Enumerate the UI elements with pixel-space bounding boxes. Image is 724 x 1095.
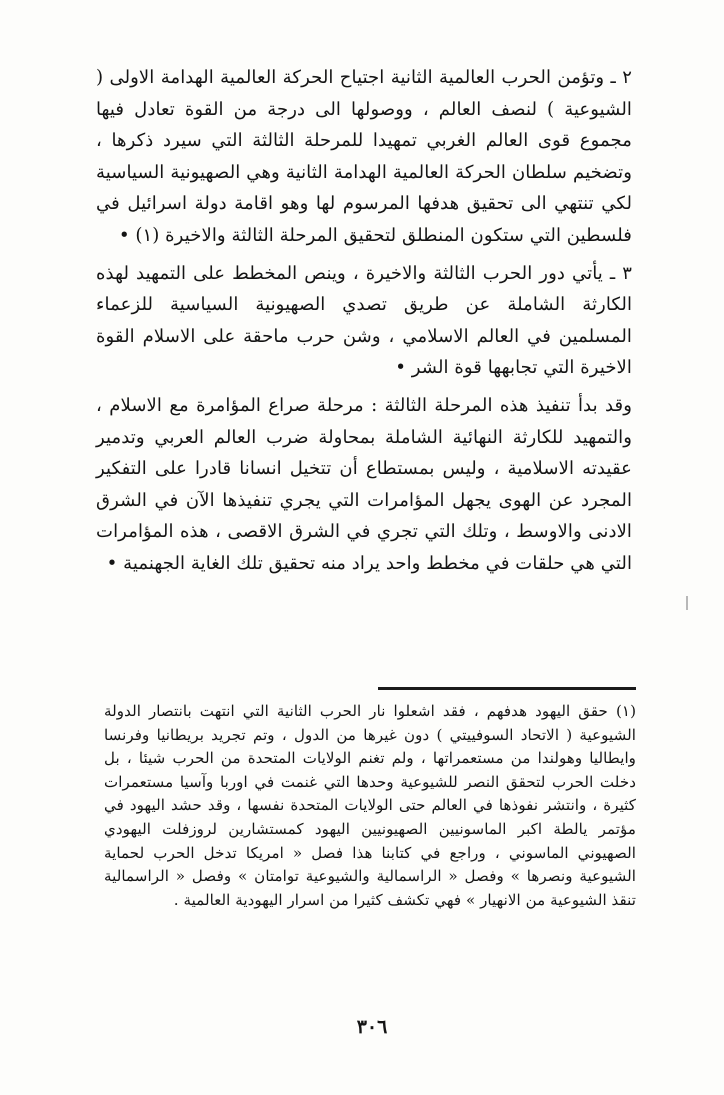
footnote-separator-line [378,687,636,690]
margin-mark [686,596,688,610]
footnote-text: (١) حقق اليهود هدفهم ، فقد اشعلوا نار الحرب الثانية التي انتهت بانتصار الدولة الشيوعية ( الاتحاد السوفييتي ) دون غيرها من الدول ، وتم تجريد بريطانيا وفرنسا وايطاليا وهولندا من مستعمراتها ، ولم تغنم الولايات المتحدة من الحرب شيئا ، بل دخلت الحرب لتحقق النصر للشيوعية وحدها التي غنمت في اوربا وآسيا مستعمرات كثيرة ، وانتشر نفوذها في العالم حتى الولايات المتحدة نفسها ، وقد حشد اليهود في مؤتمر يالطة اكبر الماسونيين الصهيونيين اليهود كمستشارين لروزفلت اليهودي الصهيوني الماسوني ، وراجع في كتابنا هذا فصل « امريكا تدخل الحرب لحماية الشيوعية ونصرها » وفصل « الراسمالية والشيوعية توامتان » وفصل « الراسمالية تنقذ الشيوعية من الانهيار » فهي تكشف كثيرا من اسرار اليهودية العالمية . [104,702,636,909]
paragraph-third-stage: وقد بدأ تنفيذ هذه المرحلة الثالثة : مرحلة صراع المؤامرة مع الاسلام ، والتمهيد للكارثة النهائية الشاملة بمحاولة ضرب العالم العربي وتدمير عقيدته الاسلامية ، وليس بمستطاع أن تتخيل انسانا قادرا على التفكير المجرد عن الهوى يجهل المؤامرات التي يجري تنفيذها الآن في الشرق الادنى والاوسط ، وتلك التي تجري في الشرق الاقصى ، هذه المؤامرات التي هي حلقات في مخطط واحد يراد منه تحقيق تلك الغاية الجهنمية • [96,394,632,574]
paragraph-point-3: ٣ ـ يأتي دور الحرب الثالثة والاخيرة ، وينص المخطط على التمهيد لهذه الكارثة الشاملة عن طريق تصدي الصهيونية السياسية للزعماء المسلمين في العالم الاسلامي ، وشن حرب ماحقة على الاسلام القوة الاخيرة التي تجابهها قوة الشر • [96,262,632,379]
paragraph-point-2: ٢ ـ وتؤمن الحرب العالمية الثانية اجتياح الحركة العالمية الهدامة الاولى ( الشيوعية ) لنصف العالم ، ووصولها الى درجة من القوة تعادل فيها مجموع قوى العالم الغربي تمهيدا للمرحلة الثالثة التي سيرد ذكرها ، وتضخيم سلطان الحركة العالمية الهدامة الثانية وهي الصهيونية السياسية لكي تنتهي الى تحقيق هدفها المرسوم لها وهو اقامة دولة اسرائيل في فلسطين التي ستكون المنطلق لتحقيق المرحلة الثالثة والاخيرة (١) • [96,67,632,246]
footnote [104,700,636,912]
main-text [96,62,632,586]
page-number: ٣٠٦ [356,1016,388,1038]
